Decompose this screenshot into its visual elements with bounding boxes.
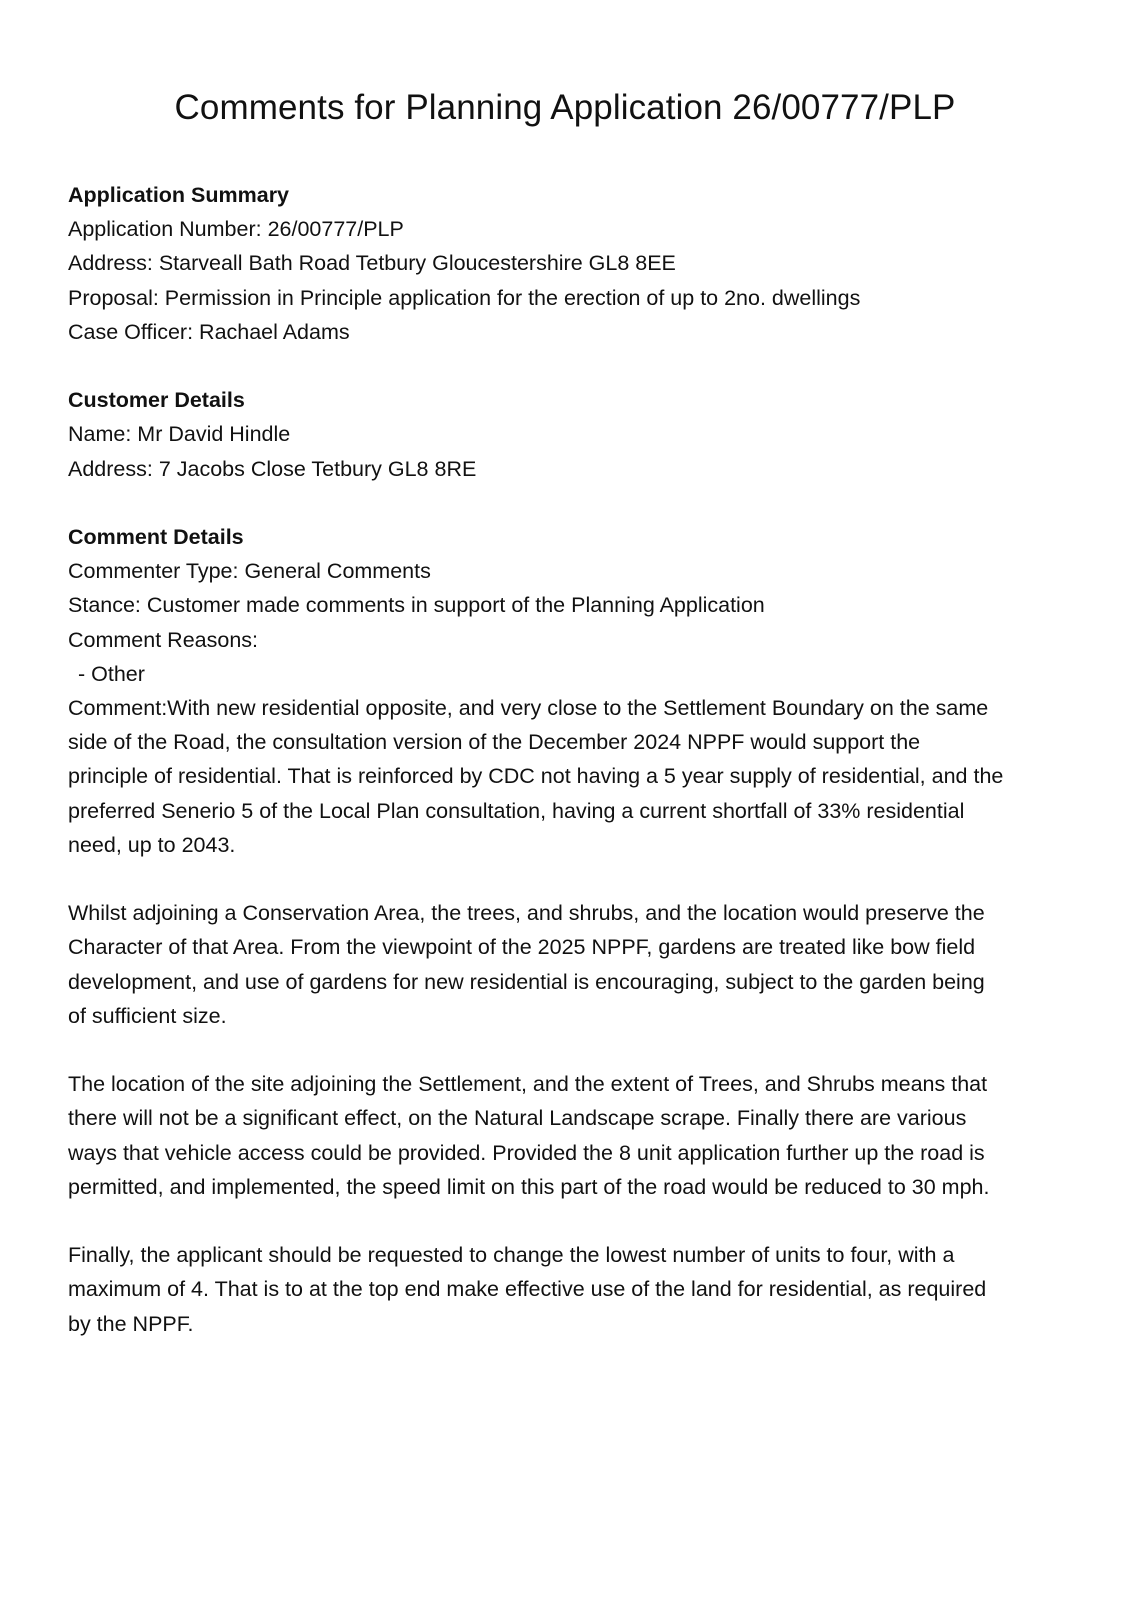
comment-line: Comment:With new residential opposite, and very close to the Settlement Boundary on the same (68, 696, 989, 721)
customer-details-section (68, 383, 1068, 486)
customer-details-heading: Customer Details (68, 388, 245, 413)
comment-reason-item: - Other (78, 661, 145, 686)
comment-line: ways that vehicle access could be provided. Provided the 8 unit application further up the road is (68, 1140, 985, 1165)
comment-line: side of the Road, the consultation version of the December 2024 NPPF would support the (68, 730, 921, 755)
document-body (68, 178, 1068, 1341)
comment-line: there will not be a significant effect, on the Natural Landscape scrape. Finally there are various (68, 1106, 967, 1131)
application-summary-heading: Application Summary (68, 183, 290, 207)
application-summary-section (68, 178, 1068, 349)
spacer (68, 1204, 1068, 1238)
comment-paragraph-2 (68, 896, 1068, 1033)
comment-line: preferred Senerio 5 of the Local Plan consultation, having a current shortfall of 33% residential (68, 798, 965, 823)
commenter-type: Commenter Type: General Comments (68, 559, 431, 584)
case-officer: Case Officer: Rachael Adams (68, 319, 350, 344)
application-address: Address: Starveall Bath Road Tetbury Gloucestershire GL8 8EE (68, 251, 676, 276)
comment-line: permitted, and implemented, the speed limit on this part of the road would be reduced to 30 mph. (68, 1174, 990, 1199)
comment-details-section (68, 520, 1068, 1341)
application-proposal: Proposal: Permission in Principle application for the erection of up to 2no. dwellings (68, 285, 861, 310)
comment-line: of sufficient size. (68, 1003, 227, 1028)
comment-details-heading: Comment Details (68, 525, 244, 549)
comment-line: development, and use of gardens for new residential is encouraging, subject to the garden being (68, 969, 985, 994)
comment-line: Whilst adjoining a Conservation Area, the trees, and shrubs, and the location would preserve the (68, 901, 985, 926)
customer-name: Name: Mr David Hindle (68, 422, 291, 447)
comment-line: need, up to 2043. (68, 832, 236, 857)
spacer (68, 1033, 1068, 1067)
comment-line: by the NPPF. (68, 1311, 194, 1336)
comment-line: Character of that Area. From the viewpoint of the 2025 NPPF, gardens are treated like bow field (68, 935, 976, 960)
comment-paragraph-3 (68, 1067, 1068, 1204)
application-number: Application Number: 26/00777/PLP (68, 217, 404, 242)
customer-address: Address: 7 Jacobs Close Tetbury GL8 8RE (68, 456, 477, 481)
comment-paragraph-4 (68, 1238, 1068, 1341)
comment-line: Finally, the applicant should be requested to change the lowest number of units to four, with a (68, 1243, 955, 1268)
page-title: Comments for Planning Application 26/00777/PLP (174, 88, 956, 127)
spacer (68, 486, 1068, 520)
spacer (68, 862, 1068, 896)
comment-reasons-label: Comment Reasons: (68, 627, 258, 652)
spacer (68, 349, 1068, 383)
stance: Stance: Customer made comments in support of the Planning Application (68, 593, 765, 618)
comment-line: maximum of 4. That is to at the top end make effective use of the land for residential, as required (68, 1277, 987, 1302)
comment-line: principle of residential. That is reinforced by CDC not having a 5 year supply of residential, and the (68, 764, 1004, 789)
comment-line: The location of the site adjoining the Settlement, and the extent of Trees, and Shrubs means that (68, 1072, 988, 1097)
comment-paragraph-1 (68, 691, 1068, 862)
